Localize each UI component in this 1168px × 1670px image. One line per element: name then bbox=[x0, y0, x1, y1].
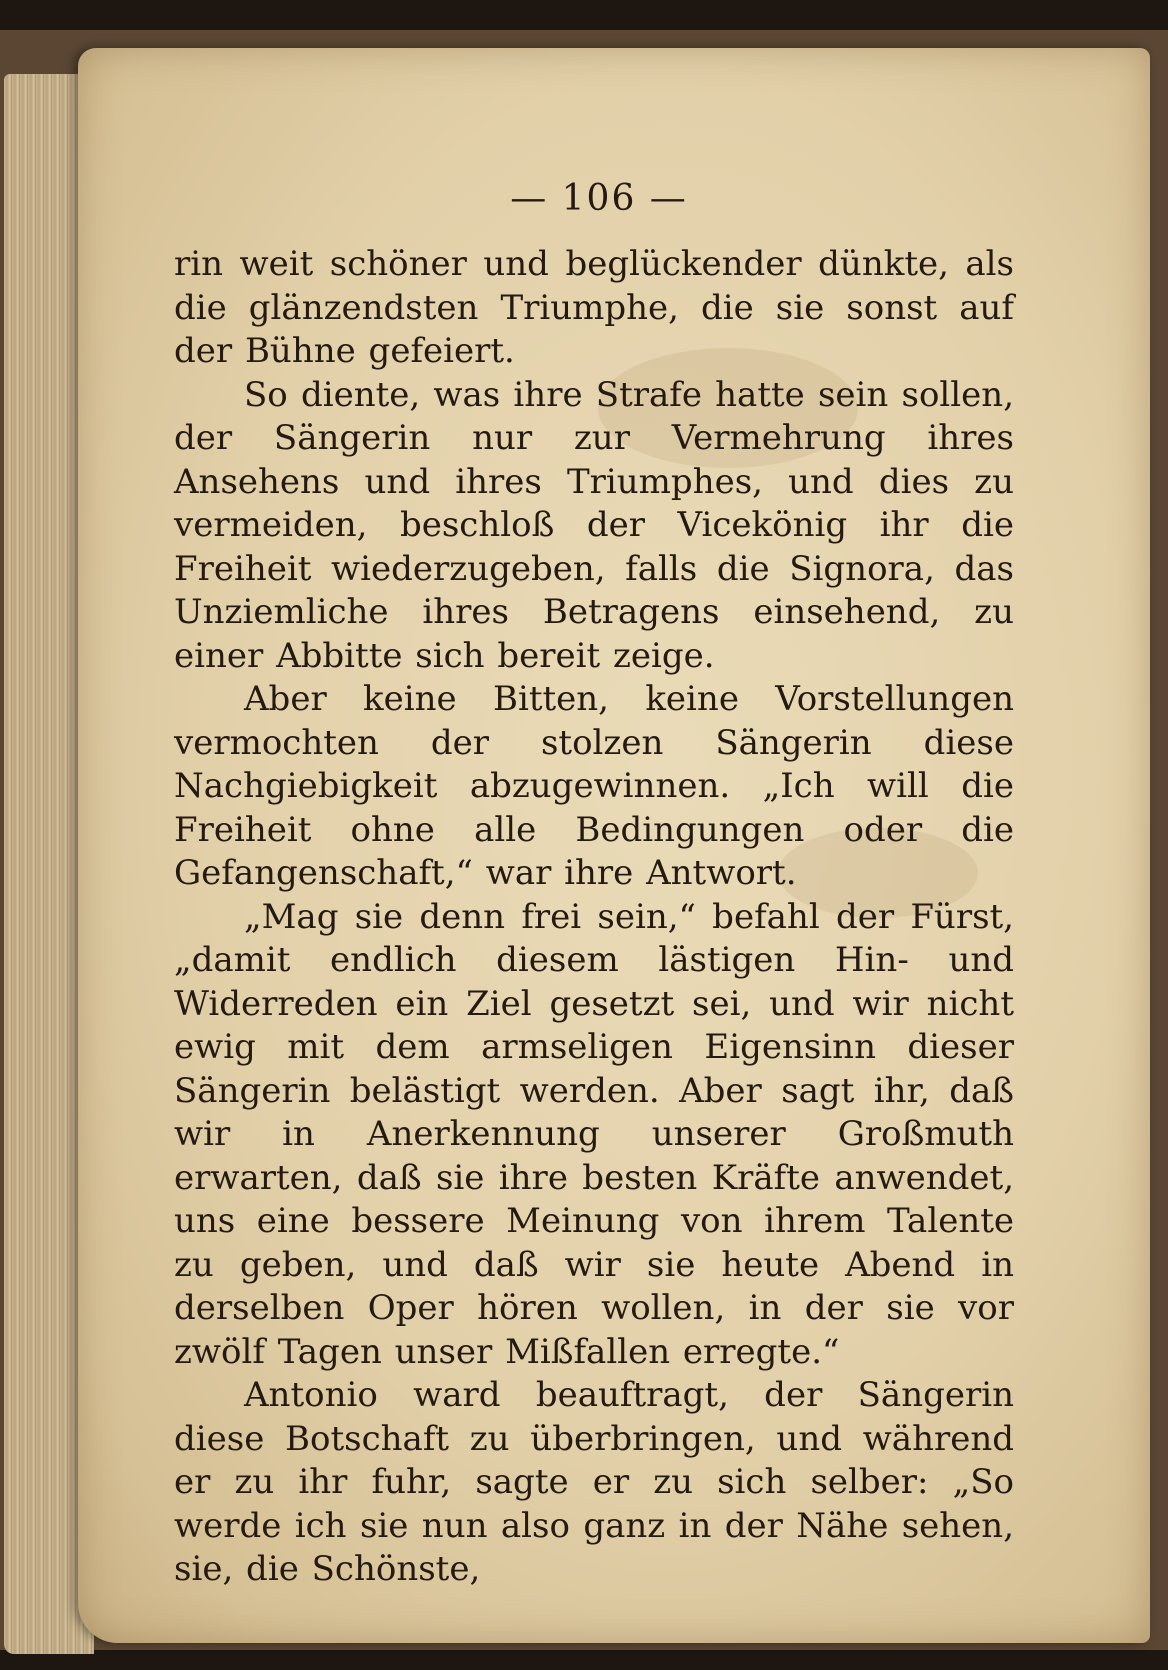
book bbox=[0, 30, 1168, 1650]
page-content bbox=[174, 178, 1014, 1592]
paragraph: rin weit schöner und beglückender dünkte, als die glänzendsten Triumphe, die sie sonst auf der Bühne gefeiert. bbox=[174, 244, 1014, 371]
paragraph: Aber keine Bitten, keine Vorstellungen vermochten der stolzen Sängerin diese Nachgiebigkeit abzugewinnen. „Ich will die Freiheit ohne alle Bedingungen oder die Gefangenschaft,“ war ihre Antwort. bbox=[174, 679, 1014, 893]
book-page bbox=[78, 48, 1150, 1643]
paragraph: „Mag sie denn frei sein,“ befahl der Fürst, „damit endlich diesem lästigen Hin- und Widerreden ein Ziel gesetzt sei, und wir nicht ewig mit dem armseligen Eigensinn dieser Sängerin belästigt werden. Aber sagt ihr, daß wir in Anerkennung unserer Großmuth erwarten, daß sie ihre besten Kräfte anwendet, uns eine bessere Meinung von ihrem Talente zu geben, und daß wir sie heute Abend in derselben Oper hören wollen, in der sie vor zwölf Tagen unser Mißfallen erregte.“ bbox=[174, 896, 1014, 1372]
page-number: — 106 — bbox=[510, 178, 688, 219]
paragraph: Antonio ward beauftragt, der Sängerin diese Botschaft zu überbringen, und während er zu ihr fuhr, sagte er zu sich selber: „So werde ich sie nun also ganz in der Nähe sehen, sie, die Schönste, bbox=[174, 1375, 1014, 1589]
paragraph: So diente, was ihre Strafe hatte sein sollen, der Sängerin nur zur Vermehrung ihres Ansehens und ihres Triumphes, und dies zu vermeiden, beschloß der Vicekönig ihr die Freiheit wiederzugeben, falls die Signora, das Unziemliche ihres Betragens einsehend, zu einer Abbitte sich bereit zeige. bbox=[174, 374, 1014, 676]
